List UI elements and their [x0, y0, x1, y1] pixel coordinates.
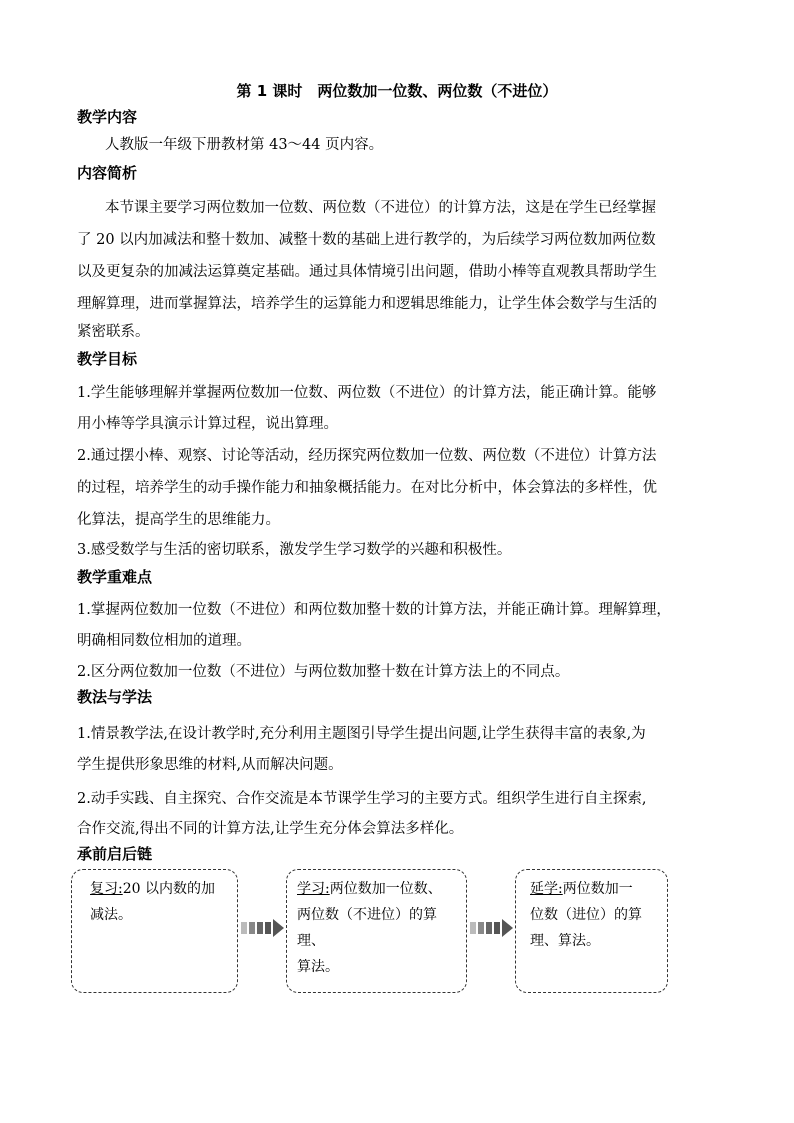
- goal-line: 用小棒等学具演示计算过程，说出算理。: [77, 416, 338, 432]
- chain-box-text: [82, 876, 227, 902]
- method-line: 2.动手实践、自主探究、合作交流是本节课学生学习的主要方式。组织学生进行自主探索,: [77, 791, 647, 807]
- chain-box-line: 两位数（不进位）的算理、: [297, 907, 437, 949]
- chain-box-line: 理、算法。: [530, 933, 600, 949]
- heading-content: 教学内容: [77, 108, 138, 126]
- heading-goals: 教学目标: [77, 350, 138, 368]
- goal-line: 2.通过摆小棒、观察、讨论等活动，经历探究两位数加一位数、两位数（不进位）计算方法: [77, 448, 657, 464]
- analysis-line: 理解算理，进而掌握算法，培养学生的运算能力和逻辑思维能力，让学生体会数学与生活的: [77, 296, 657, 312]
- goal-line: 的过程，培养学生的动手操作能力和抽象概括能力。在对比分析中，体会算法的多样性，优: [77, 480, 657, 496]
- analysis-line: 紧密联系。: [77, 324, 150, 340]
- analysis-line: 了 20 以内加减法和整十数加、减整十数的基础上进行教学的，为后续学习两位数加两位数: [77, 232, 656, 248]
- chain-box-line: 减法。: [90, 907, 132, 923]
- method-line: 学生提供形象思维的材料,从而解决问题。: [77, 757, 343, 773]
- chain-box-extend: [515, 869, 668, 993]
- goal-line: 化算法，提高学生的思维能力。: [77, 512, 280, 528]
- keypoint-line: 1.掌握两位数加一位数（不进位）和两位数加整十数的计算方法，并能正确计算。理解算理，: [77, 602, 671, 618]
- chain-box-line: 位数（进位）的算: [530, 907, 642, 923]
- content-text: 人教版一年级下册教材第 43～44 页内容。: [105, 137, 384, 153]
- chain-box-label: 复习:: [90, 881, 123, 897]
- heading-keypoints: 教学重难点: [77, 568, 153, 586]
- chain-box-line: 两位数加一位数、: [329, 881, 442, 897]
- goal-line: 3.感受数学与生活的密切联系，激发学生学习数学的兴趣和积极性。: [77, 542, 512, 558]
- chain-box-line: 算法。: [297, 959, 339, 975]
- chain-box-review: [71, 869, 238, 993]
- analysis-line: 本节课主要学习两位数加一位数、两位数（不进位）的计算方法，这是在学生已经掌握: [105, 200, 656, 216]
- chain-box-text: [297, 876, 456, 902]
- goal-line: 1.学生能够理解并掌握两位数加一位数、两位数（不进位）的计算方法，能正确计算。能够: [77, 385, 657, 401]
- chain-box-label: 延学:: [530, 881, 563, 897]
- chain-box-learn: [286, 869, 467, 993]
- arrow-right-icon: [241, 918, 285, 938]
- arrow-right-icon: [470, 918, 514, 938]
- method-line: 1.情景教学法,在设计教学时,充分利用主题图引导学生提出问题,让学生获得丰富的表象,为: [77, 726, 646, 742]
- heading-methods: 教法与学法: [77, 688, 153, 706]
- keypoint-line: 明确相同数位相加的道理。: [77, 633, 251, 649]
- method-line: 合作交流,得出不同的计算方法,让学生充分体会算法多样化。: [77, 821, 464, 837]
- chain-box-line: 20 以内数的加: [122, 881, 215, 897]
- chain-box-label: 学习:: [297, 881, 330, 897]
- page-title: 第 1 课时 两位数加一位数、两位数（不进位）: [236, 82, 558, 100]
- heading-chain: 承前启后链: [77, 845, 153, 863]
- heading-analysis: 内容简析: [77, 164, 138, 182]
- chain-box-text: [526, 876, 657, 902]
- chain-box-line: 两位数加一: [562, 881, 633, 897]
- keypoint-line: 2.区分两位数加一位数（不进位）与两位数加整十数在计算方法上的不同点。: [77, 664, 570, 680]
- analysis-line: 以及更复杂的加减法运算奠定基础。通过具体情境引出问题，借助小棒等直观教具帮助学生: [77, 264, 657, 280]
